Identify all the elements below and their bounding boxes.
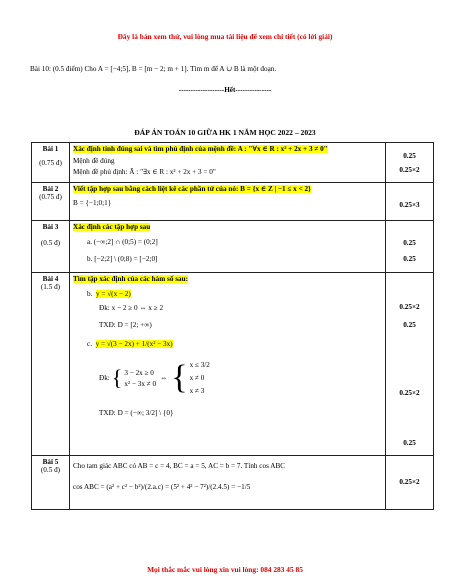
row-heading: Xác định các tập hợp sau [73, 223, 151, 231]
row-heading: Xác định tính đúng sai và tìm phủ định của mệnh đề: A : "∀x ∈ R : x² + 2x + 3 ≠ 0" [73, 145, 328, 153]
system-brace: { [171, 359, 188, 396]
row-content-cell: Tìm tập xác định của các hàm số sau: b. y = √(x − 2) Đk: x − 2 ≥ 0 ⇔ x ≥ 2 TXĐ: D = [2; +∞) c. y = √(3 − 2x) + 1/(x² − 3x) Đk: { 3 − 2x ≥ 0 x² − 3x ≠ 0 ⇔ { x ≤ 3/2 x ≠ 0 x ≠ 3 TXĐ: D = (−∞; 3/2] \ {0} [70, 273, 386, 456]
score: 0.25×2 [399, 303, 420, 311]
table-row [32, 221, 434, 273]
score: 0.25 [403, 321, 416, 329]
row-score-cell [386, 456, 434, 510]
row-score-cell [386, 273, 434, 456]
row-label: Bài 2 [42, 185, 59, 193]
row-points: (0.75 đ) [39, 193, 62, 201]
system-line: x ≠ 3 [189, 387, 205, 395]
condition-c-label: Đk: [99, 374, 110, 382]
row-score-cell [386, 221, 434, 273]
row-label: Bài 1 [42, 145, 59, 153]
system-line: x ≠ 0 [189, 374, 205, 382]
answer-key-title: ĐÁP ÁN TOÁN 10 GIỮA HK 1 NĂM HỌC 2022 – 2023 [134, 128, 316, 137]
row-heading: Viết tập hợp sau bằng cách liệt kê các phần tử của nó: B = {x ∈ Z | −1 ≤ x < 2} [73, 185, 311, 193]
row-score-cell [386, 143, 434, 183]
row-label-cell [32, 183, 70, 221]
score: 0.25 [403, 239, 416, 247]
score: 0.25 [403, 439, 416, 447]
preview-banner: Đây là bản xem thử, vui lòng mua tài liệu để xem chi tiết (có lời giải) [117, 32, 333, 41]
system-line: x ≤ 3/2 [189, 361, 210, 369]
system-line: 3 − 2x ≥ 0 [124, 368, 154, 377]
system-line: x² − 3x ≠ 0 [124, 379, 157, 388]
answer-line: Mệnh đề phủ định: Ā : "∃x ∈ R : x² + 2x + 3 = 0" [73, 168, 216, 176]
condition-c [99, 361, 382, 395]
domain-c: TXĐ: D = (−∞; 3/2] \ {0} [99, 409, 174, 417]
row-points: (0.75 đ) [39, 159, 62, 167]
row-content-cell [70, 143, 386, 183]
answer-table [31, 142, 434, 510]
score: 0.25×2 [399, 166, 420, 174]
table-row [32, 273, 434, 456]
answer-line: Mệnh đề đúng [73, 157, 115, 165]
table-row [32, 456, 434, 510]
domain-b: TXĐ: D = [2; +∞) [99, 321, 152, 329]
condition-b: Đk: x − 2 ≥ 0 ⇔ x ≥ 2 [99, 304, 164, 312]
row-label: Bài 5 [42, 458, 59, 466]
answer-line: a. (−∞;2] ∩ (0;5) = (0;2] [87, 238, 158, 246]
function-c: y = √(3 − 2x) + 1/(x² − 3x) [95, 340, 173, 348]
system-brace: { [111, 365, 123, 390]
equivalence-symbol: ⇔ [160, 374, 168, 382]
row-points: (0.5 đ) [40, 466, 61, 474]
score: 0.25×2 [399, 478, 420, 486]
row-score-cell [386, 183, 434, 221]
row-label: Bài 3 [42, 223, 59, 231]
answer-line: b. [−2;2] \ (0;8) = [−2;0] [87, 255, 158, 263]
score: 0.25×3 [399, 201, 420, 209]
row-content-cell [70, 221, 386, 273]
table-row [32, 183, 434, 221]
row-content-cell [70, 456, 386, 510]
row-points: (1.5 đ) [40, 283, 61, 291]
row-label-cell [32, 273, 70, 456]
contact-banner: Mọi thắc mắc vui lòng xin vui lòng: 084 283 45 85 [147, 565, 303, 574]
score: 0.25 [403, 255, 416, 263]
answer-line: cos ABC = (a² + c² − b²)/(2.a.c) = (5² + 4² − 7²)/(2.4.5) = −1/5 [73, 483, 251, 491]
end-marker: -------------------Hết--------------- [178, 86, 272, 94]
row-label-cell [32, 143, 70, 183]
row-label-cell [32, 456, 70, 510]
row-label: Bài 4 [42, 275, 59, 283]
score: 0.25 [403, 152, 416, 160]
answer-line: B = {−1;0;1} [73, 199, 112, 207]
problem-10: Bài 10: (0.5 điểm) Cho A = [−4;5], B = [m − 2; m + 1]. Tìm m để A ∪ B là một đoạn. [30, 65, 277, 73]
answer-line: Cho tam giác ABC có AB = c = 4, BC = a = 5, AC = b = 7. Tính cos ABC [73, 462, 286, 470]
row-content-cell [70, 183, 386, 221]
score: 0.25×2 [399, 389, 420, 397]
row-label-cell [32, 221, 70, 273]
table-row [32, 143, 434, 183]
row-points: (0.5 đ) [40, 239, 61, 247]
row-heading: Tìm tập xác định của các hàm số sau: [73, 275, 189, 283]
function-b: y = √(x − 2) [95, 290, 131, 298]
